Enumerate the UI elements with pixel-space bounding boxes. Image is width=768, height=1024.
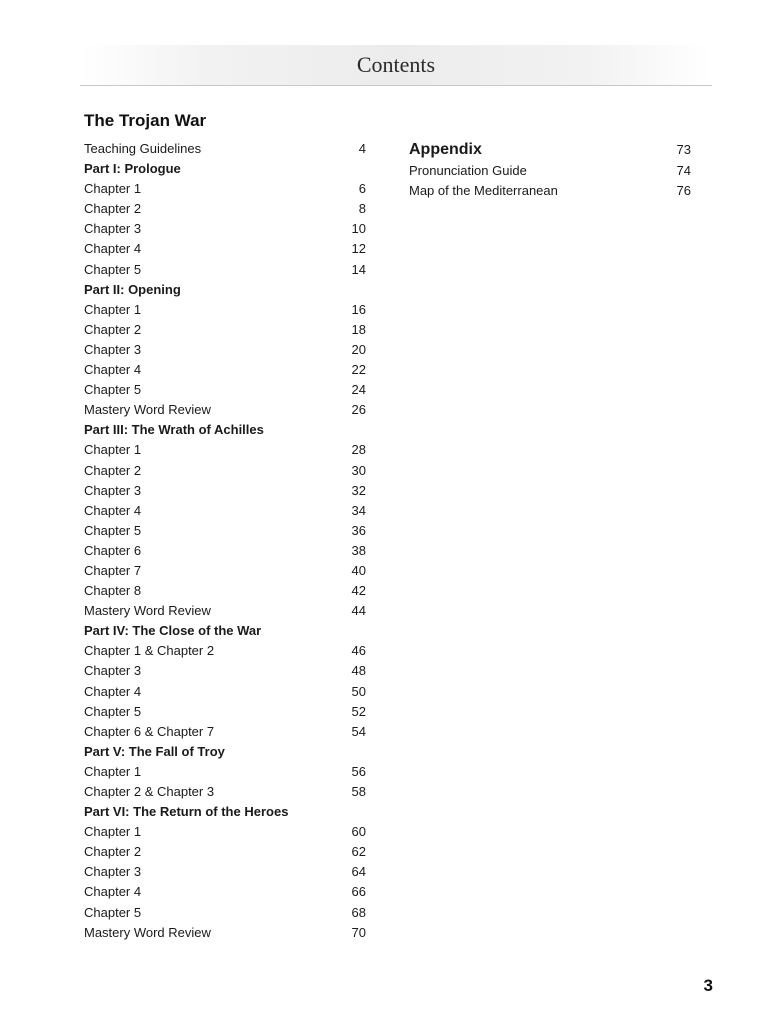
toc-entry-label: Chapter 1 [84, 763, 142, 779]
toc-entry-page: 48 [351, 663, 366, 679]
toc-entry[interactable] [84, 260, 366, 280]
toc-entry-label: Chapter 6 & Chapter 7 [84, 723, 215, 739]
toc-entry[interactable] [84, 239, 366, 259]
page-title: Contents [356, 52, 436, 77]
toc-entry-label: Chapter 2 [84, 844, 142, 860]
toc-entry-page: 68 [351, 904, 366, 920]
toc-entry-label: Chapter 2 [84, 321, 142, 337]
toc-entry[interactable] [84, 822, 366, 842]
toc-entry-page: 12 [351, 241, 366, 257]
toc-entry-label: Chapter 1 & Chapter 2 [84, 643, 215, 659]
page-number: 3 [703, 976, 713, 995]
toc-entry-label: Chapter 4 [84, 241, 142, 257]
toc-part-heading[interactable] [84, 621, 366, 641]
appendix-list [409, 161, 691, 201]
toc-entry-label: Part IV: The Close of the War [84, 623, 262, 639]
appendix-heading-row[interactable] [409, 139, 691, 161]
toc-entry-page: 26 [351, 402, 366, 418]
toc-entry[interactable] [84, 842, 366, 862]
toc-left-column [84, 139, 366, 943]
toc-entry[interactable] [84, 581, 366, 601]
appendix-entry[interactable] [409, 161, 691, 181]
toc-entry[interactable] [84, 340, 366, 360]
toc-entry-page: 16 [351, 301, 366, 317]
toc-entry[interactable] [84, 400, 366, 420]
toc-entry[interactable] [84, 440, 366, 460]
toc-entry-label: Chapter 4 [84, 884, 142, 900]
toc-entry-label: Chapter 1 [84, 181, 142, 197]
toc-entry-page: 50 [351, 683, 366, 699]
toc-entry-label: Chapter 1 [84, 301, 142, 317]
toc-entry-label: Part III: The Wrath of Achilles [84, 422, 264, 438]
toc-entry[interactable] [84, 320, 366, 340]
toc-entry[interactable] [84, 300, 366, 320]
toc-entry-label: Chapter 5 [84, 703, 142, 719]
appendix-entry-page: 74 [676, 163, 691, 178]
toc-entry[interactable] [84, 682, 366, 702]
appendix-entry[interactable] [409, 181, 691, 201]
toc-entry-label: Part V: The Fall of Troy [84, 743, 225, 759]
toc-entry-page: 30 [351, 462, 366, 478]
toc-entry[interactable] [84, 722, 366, 742]
toc-entry[interactable] [84, 661, 366, 681]
toc-entry[interactable] [84, 521, 366, 541]
toc-entry[interactable] [84, 541, 366, 561]
toc-entry-label: Chapter 8 [84, 583, 142, 599]
toc-entry-page: 54 [351, 723, 366, 739]
toc-entry-page: 64 [351, 864, 366, 880]
toc-entry-page: 36 [351, 522, 366, 538]
toc-entry-page: 4 [358, 141, 366, 156]
toc-entry-label: Chapter 7 [84, 562, 142, 578]
toc-entry-label: Part I: Prologue [84, 161, 181, 177]
toc-part-heading[interactable] [84, 802, 366, 822]
toc-entry-page: 34 [351, 502, 366, 518]
appendix-entry-label: Pronunciation Guide [409, 163, 527, 178]
toc-entry-label: Teaching Guidelines [84, 141, 202, 156]
toc-entry-page: 14 [351, 261, 366, 277]
toc-entry-page: 60 [351, 824, 366, 840]
toc-entry-label: Chapter 3 [84, 864, 142, 880]
toc-entry-page: 38 [351, 542, 366, 558]
toc-entry-label: Chapter 5 [84, 261, 142, 277]
toc-entry-label: Mastery Word Review [84, 603, 211, 619]
book-title: The Trojan War [84, 111, 207, 130]
toc-entry-page: 24 [351, 382, 366, 398]
toc-entry-page: 22 [351, 362, 366, 378]
toc-entry-label: Chapter 6 [84, 542, 142, 558]
toc-entry[interactable] [84, 481, 366, 501]
appendix-entry-page: 76 [676, 183, 691, 199]
toc-entry-label: Part II: Opening [84, 281, 181, 297]
toc-entry-label: Chapter 2 & Chapter 3 [84, 784, 215, 799]
toc-entry-page: 10 [351, 221, 366, 237]
toc-entry-page: 56 [351, 763, 366, 779]
toc-entry-label: Chapter 5 [84, 904, 142, 920]
toc-entry-label: Chapter 2 [84, 462, 142, 478]
toc-entry-label: Chapter 3 [84, 221, 142, 237]
toc-part-heading[interactable] [84, 420, 366, 440]
toc-entry-page: 6 [358, 181, 366, 197]
toc-entry-label: Chapter 4 [84, 502, 142, 518]
toc-entry-label: Mastery Word Review [84, 402, 211, 418]
toc-entry-label: Chapter 3 [84, 341, 142, 357]
appendix-entry-label: Map of the Mediterranean [409, 183, 558, 199]
toc-entry-label: Chapter 2 [84, 201, 142, 217]
toc-entry-label: Chapter 5 [84, 382, 142, 398]
toc-entry[interactable] [84, 641, 366, 661]
toc-entry-page: 44 [351, 603, 366, 619]
toc-entry-page: 8 [358, 201, 366, 217]
toc-entry[interactable] [84, 199, 366, 219]
toc-entry-label: Chapter 5 [84, 522, 142, 538]
toc-entry-page: 32 [351, 482, 366, 498]
toc-entry[interactable] [84, 219, 366, 239]
toc-entry-label: Chapter 1 [84, 824, 142, 840]
toc-entry-label: Part VI: The Return of the Heroes [84, 804, 289, 820]
toc-entry-page: 52 [351, 703, 366, 719]
toc-entry[interactable] [84, 179, 366, 199]
toc-entry-page: 62 [351, 844, 366, 860]
toc-entry[interactable] [84, 862, 366, 882]
toc-entry-page: 20 [351, 341, 366, 357]
toc-entry[interactable] [84, 601, 366, 621]
toc-entry-page: 70 [351, 924, 366, 940]
toc-entry-label: Chapter 3 [84, 482, 142, 498]
toc-entry[interactable] [84, 702, 366, 722]
toc-right-column [409, 139, 691, 201]
appendix-heading: Appendix [409, 141, 482, 158]
toc-part-heading[interactable] [84, 159, 366, 179]
toc-entry-page: 18 [351, 321, 366, 337]
toc-part-heading[interactable] [84, 742, 366, 762]
toc-entry[interactable] [84, 139, 366, 159]
toc-entry-label: Chapter 1 [84, 442, 142, 458]
toc-entry[interactable] [84, 882, 366, 902]
toc-entry[interactable] [84, 501, 366, 521]
toc-entry-label: Chapter 4 [84, 683, 142, 699]
toc-entry-label: Chapter 4 [84, 362, 142, 378]
toc-entry[interactable] [84, 903, 366, 923]
toc-entry-page: 46 [351, 643, 366, 659]
toc-part-heading[interactable] [84, 280, 366, 300]
toc-entry[interactable] [84, 561, 366, 581]
toc-entry[interactable] [84, 923, 366, 943]
toc-entry[interactable] [84, 762, 366, 782]
toc-entry-label: Mastery Word Review [84, 924, 211, 940]
toc-entry[interactable] [84, 782, 366, 802]
toc-entry-page: 28 [351, 442, 366, 458]
contents-header [80, 45, 712, 86]
toc-entry-page: 58 [351, 784, 366, 799]
toc-entry-page: 40 [351, 562, 366, 578]
toc-entry[interactable] [84, 380, 366, 400]
toc-entry[interactable] [84, 461, 366, 481]
toc-entry-page: 66 [351, 884, 366, 900]
appendix-page: 73 [676, 142, 691, 157]
toc-entry[interactable] [84, 360, 366, 380]
toc-entry-page: 42 [351, 583, 366, 599]
toc-entry-label: Chapter 3 [84, 663, 142, 679]
